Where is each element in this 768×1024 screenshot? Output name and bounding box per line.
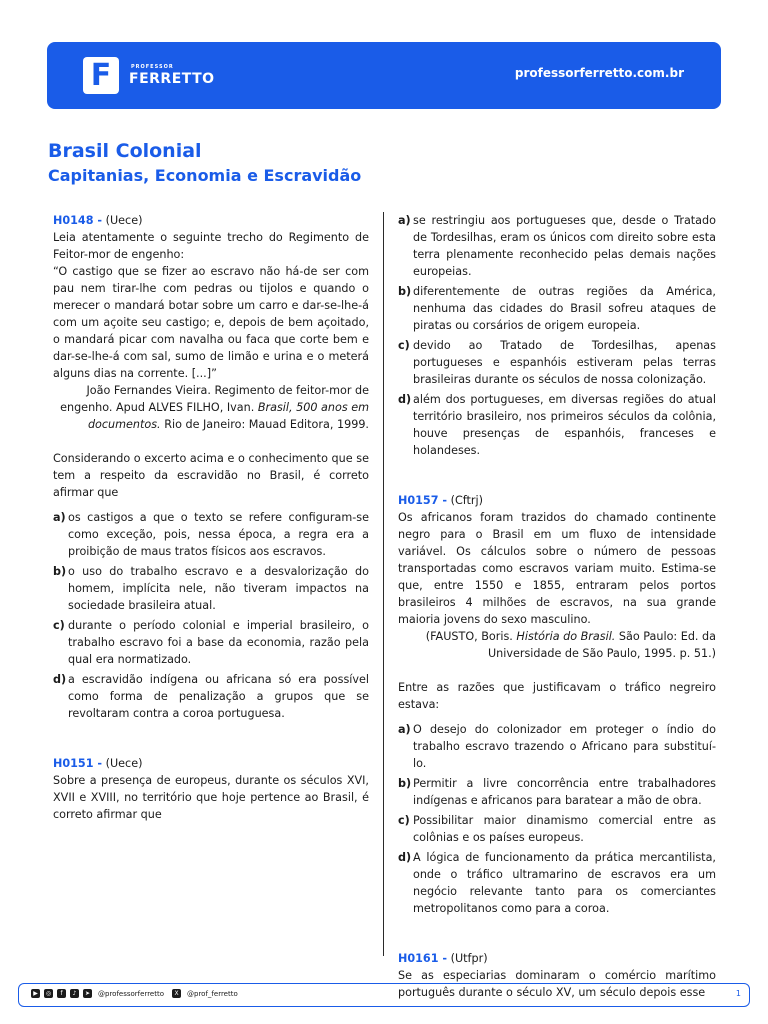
page-number: 1 <box>735 989 741 998</box>
question-quote: “O castigo que se fizer ao escravo não há-de ser com pau nem tirar-lhe com pedras ou tijolos e quando o merecer o mandará botar sobre um carro e dar-se-lhe-á com um açoite seu castigo; e, depois de bem açoitado, o mandará picar com navalha ou faca que corte bem e dar-se-lhe-á com sal, sumo de limão e urina e o meterá alguns dias na corrente. [...]” <box>53 265 369 380</box>
option-letter: d) <box>398 393 412 406</box>
tiktok-icon[interactable]: ♪ <box>70 989 79 998</box>
x-handle[interactable]: @prof_ferretto <box>187 989 238 998</box>
option-c[interactable] <box>398 337 716 388</box>
citation-author: (FAUSTO, Boris. <box>425 630 513 643</box>
site-link[interactable]: professorferretto.com.br <box>514 66 684 80</box>
page-subtitle: Capitanias, Economia e Escravidão <box>48 166 362 185</box>
question-source: (Uece) <box>105 757 143 770</box>
social-handle[interactable]: @professorferretto <box>98 989 165 998</box>
option-text: além dos portugueses, em diversas regiões do atual território brasileiro, nos primeiros séculos da colônia, houve presenças de espanhóis, franceses e holandeses. <box>413 393 716 457</box>
social-icons <box>31 989 238 998</box>
option-d[interactable] <box>398 849 716 917</box>
option-letter: b) <box>398 285 412 298</box>
question-header <box>53 212 369 229</box>
option-a[interactable] <box>398 721 716 772</box>
option-d[interactable] <box>398 391 716 459</box>
x-icon[interactable]: X <box>172 989 181 998</box>
option-a[interactable] <box>53 509 369 560</box>
question-header <box>398 950 716 967</box>
option-c[interactable] <box>53 617 369 668</box>
option-a[interactable] <box>398 212 716 280</box>
option-letter: b) <box>53 565 67 578</box>
telegram-icon[interactable]: ➤ <box>84 990 91 997</box>
option-letter: c) <box>53 619 65 632</box>
quote-citation <box>398 628 716 662</box>
brand-tagline: PROFESSOR <box>131 64 174 70</box>
question-prompt: Se as especiarias dominaram o comércio marítimo português durante o século XV, um século depois esse <box>398 969 716 999</box>
option-text: o uso do trabalho escravo e a desvalorização do homem, implícita nele, não tiveram impactos na sociedade brasileira atual. <box>68 565 369 612</box>
column-divider <box>383 212 384 956</box>
question-header <box>53 755 369 772</box>
citation-publisher: São Paulo: Ed. da Universidade de São Paulo, 1995. p. 51.) <box>487 630 716 660</box>
ferretto-logo-icon: F <box>83 57 119 94</box>
option-letter: a) <box>398 214 411 227</box>
option-letter: d) <box>53 673 67 686</box>
question-prompt: Entre as razões que justificavam o tráfico negreiro estava: <box>398 681 716 711</box>
option-letter: d) <box>398 851 412 864</box>
option-text: Possibilitar maior dinamismo comercial entre as colônias e os países europeus. <box>413 814 716 844</box>
question-prompt: Considerando o excerto acima e o conhecimento que se tem a respeito da escravidão no Brasil, é correto afirmar que <box>53 452 369 499</box>
citation-publisher: Rio de Janeiro: Mauad Editora, 1999. <box>164 418 369 431</box>
option-text: os castigos a que o texto se refere configuram-se como exceção, pois, nessa época, a regra era a proibição de maus tratos físicos aos escravos. <box>68 511 369 558</box>
question-id: H0157 - <box>398 494 448 507</box>
option-letter: a) <box>53 511 66 524</box>
option-text: A lógica de funcionamento da prática mercantilista, onde o tráfico ultramarino de escravos era um negócio relevante tanto para os comerciantes metropolitanos como para a coroa. <box>413 851 716 915</box>
header-banner <box>47 42 721 109</box>
option-letter: c) <box>398 814 410 827</box>
citation-title: História do Brasil. <box>516 630 616 643</box>
instagram-icon[interactable]: ◎ <box>45 990 52 997</box>
option-text: devido ao Tratado de Tordesilhas, apenas portugueses e espanhóis estiveram pelas terras brasileiras durante os séculos de nossa colonização. <box>413 339 716 386</box>
footer-bar <box>18 983 750 1007</box>
brand-name: FERRETTO <box>129 71 215 87</box>
citation-author: João Fernandes Vieira. Regimento de feitor-mor de engenho. Apud ALVES FILHO, Ivan. <box>60 384 369 414</box>
option-c[interactable] <box>398 812 716 846</box>
option-d[interactable] <box>53 671 369 722</box>
option-text: se restringiu aos portugueses que, desde o Tratado de Tordesilhas, eram os únicos com direito sobre esta terra plenamente reconhecido pelas demais nações europeias. <box>413 214 716 278</box>
facebook-icon[interactable]: f <box>57 989 66 998</box>
option-text: O desejo do colonizador em proteger o índio do trabalho escravo trazendo o Africano para substituí-lo. <box>413 723 716 770</box>
question-intro: Leia atentamente o seguinte trecho do Regimento de Feitor-mor de engenho: <box>53 231 369 261</box>
option-b[interactable] <box>398 283 716 334</box>
option-text: Permitir a livre concorrência entre trabalhadores indígenas e africanos para baratear a mão de obra. <box>413 777 716 807</box>
citation-title: Brasil, 500 anos em documentos. <box>87 401 369 431</box>
question-source: (Cftrj) <box>450 494 483 507</box>
option-b[interactable] <box>53 563 369 614</box>
question-source: (Utfpr) <box>450 952 488 965</box>
question-id: H0148 - <box>53 214 103 227</box>
option-text: durante o período colonial e imperial brasileiro, o trabalho escravo foi a base da economia, razão pela qual era normatizado. <box>68 619 369 666</box>
option-text: diferentemente de outras regiões da América, nenhuma das cidades do Brasil sofreu ataques de piratas ou corsários de origem europeia. <box>413 285 716 332</box>
quote-citation <box>53 382 369 433</box>
page-title: Brasil Colonial <box>48 140 202 162</box>
question-id: H0151 - <box>53 757 103 770</box>
question-text: Os africanos foram trazidos do chamado continente negro para o Brasil em um fluxo de intensidade variável. Os cálculos sobre o número de pessoas transportadas como escravos variam muito. Estima-se que, entre 1550 e 1855, entraram pelos portos brasileiros 4 milhões de escravos, na sua grande maioria jovens do sexo masculino. <box>398 511 716 626</box>
youtube-icon[interactable]: ▶ <box>31 989 40 998</box>
option-letter: c) <box>398 339 410 352</box>
option-letter: a) <box>398 723 411 736</box>
right-column <box>398 212 716 1001</box>
question-source: (Uece) <box>105 214 143 227</box>
left-column <box>53 212 369 823</box>
question-id: H0161 - <box>398 952 448 965</box>
question-prompt: Sobre a presença de europeus, durante os séculos XVI, XVII e XVIII, no território que hoje pertence ao Brasil, é correto afirmar que <box>53 774 369 821</box>
question-header <box>398 492 716 509</box>
option-text: a escravidão indígena ou africana só era possível como forma de penalização a grupos que se revoltaram contra a coroa portuguesa. <box>68 673 369 720</box>
option-b[interactable] <box>398 775 716 809</box>
option-letter: b) <box>398 777 412 790</box>
